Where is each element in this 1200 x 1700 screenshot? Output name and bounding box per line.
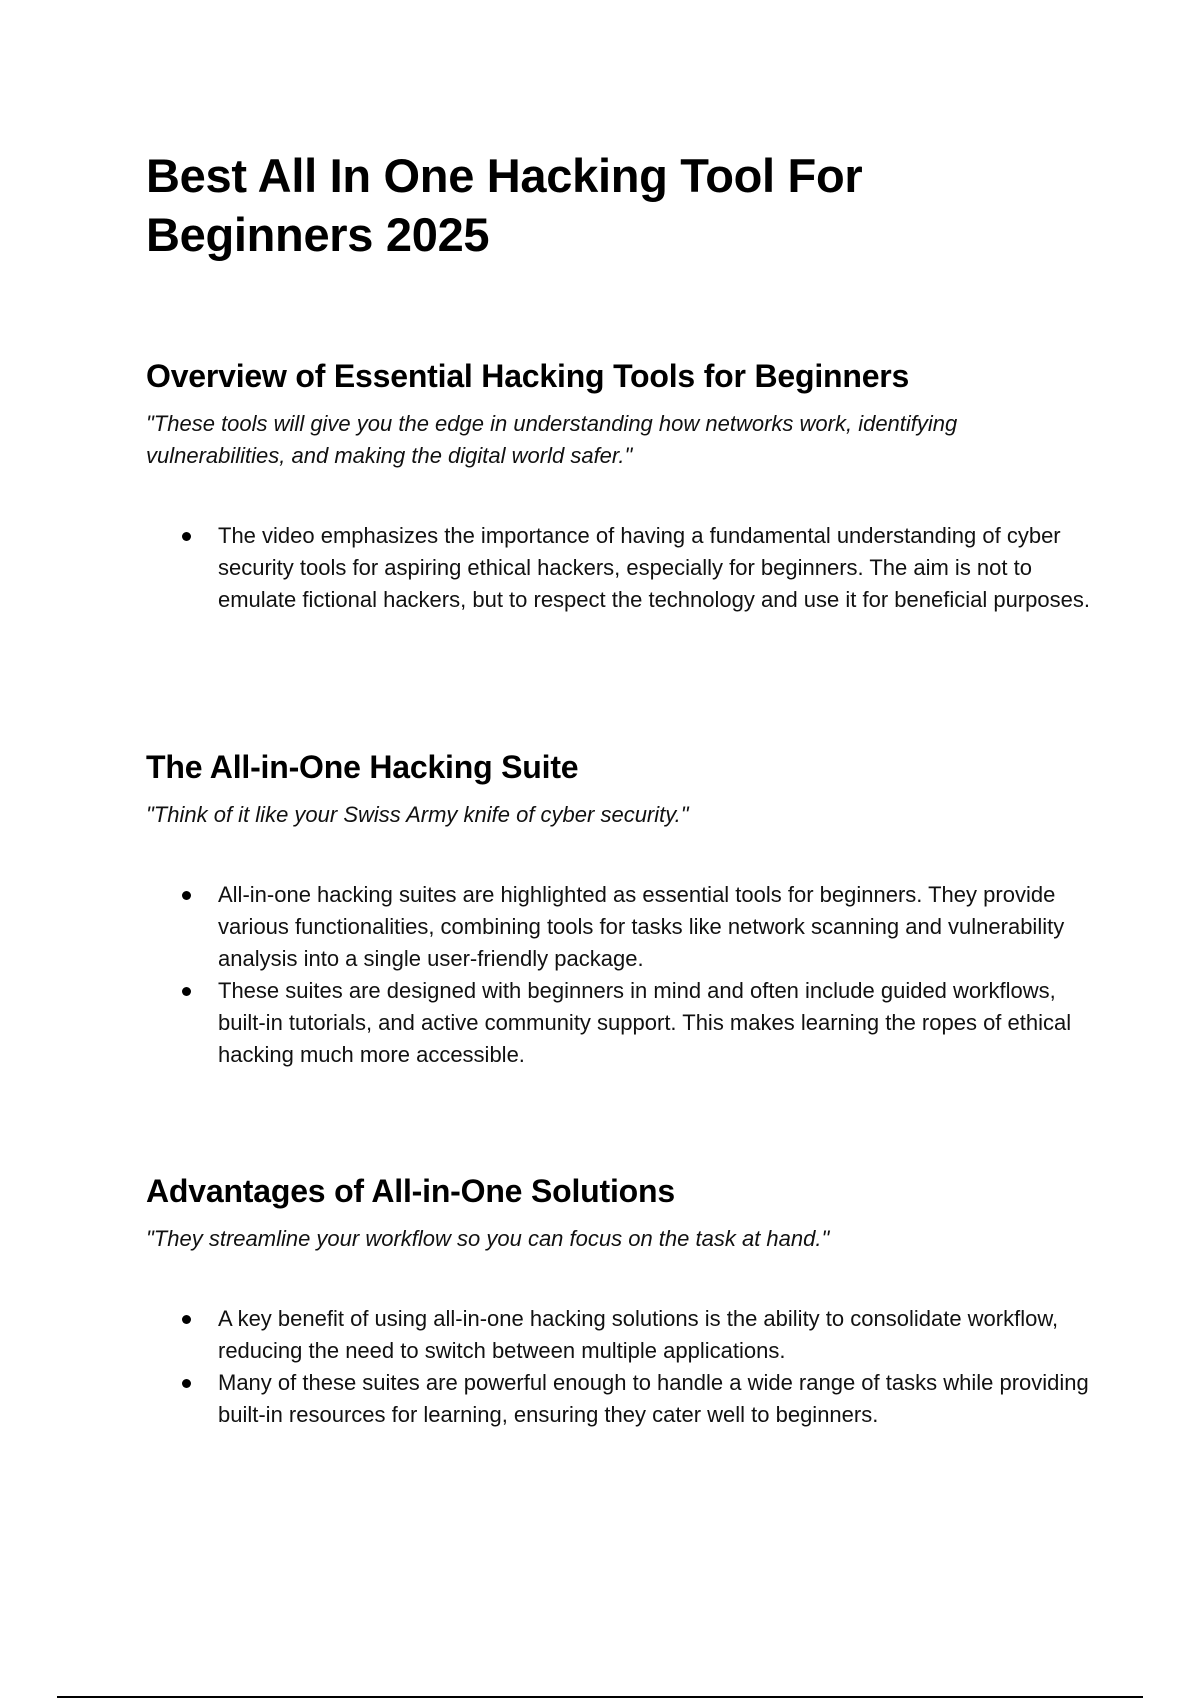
bullet-icon [182, 987, 191, 996]
list-item-text: These suites are designed with beginners in mind and often include guided workflows, built-in tutorials, and active community support. This makes learning the ropes of ethical hacking much more accessible. [218, 978, 1072, 1067]
bullet-icon [182, 1315, 191, 1324]
bullet-list [146, 1303, 1096, 1431]
list-item [146, 520, 1096, 616]
list-item-text: Many of these suites are powerful enough to handle a wide range of tasks while providing built-in resources for learning, ensuring they cater well to beginners. [218, 1370, 1089, 1427]
bullet-list [146, 520, 1096, 616]
bullet-list [146, 879, 1096, 1071]
bullet-icon [182, 1379, 191, 1388]
section-heading: The All-in-One Hacking Suite [146, 749, 579, 785]
list-item [146, 975, 1096, 1071]
list-item [146, 879, 1096, 975]
section-quote: "They streamline your workflow so you can focus on the task at hand." [146, 1226, 830, 1251]
bullet-icon [182, 891, 191, 900]
section-quote: "Think of it like your Swiss Army knife of cyber security." [146, 802, 689, 827]
page-bottom-divider [57, 1696, 1143, 1698]
list-item [146, 1367, 1096, 1431]
list-item-text: The video emphasizes the importance of having a fundamental understanding of cyber security tools for aspiring ethical hackers, especially for beginners. The aim is not to emulate fictional hackers, but to respect the technology and use it for beneficial purposes. [218, 523, 1090, 612]
page-title: Best All In One Hacking Tool For Beginners 2025 [146, 149, 863, 261]
section-heading: Advantages of All-in-One Solutions [146, 1173, 675, 1209]
list-item-text: A key benefit of using all-in-one hacking solutions is the ability to consolidate workflow, reducing the need to switch between multiple applications. [218, 1306, 1059, 1363]
section-all-in-one-suite [146, 747, 1096, 1071]
section-quote: "These tools will give you the edge in understanding how networks work, identifying vulnerabilities, and making the digital world safer." [146, 411, 958, 468]
section-overview [146, 356, 1096, 616]
list-item [146, 1303, 1096, 1367]
section-heading: Overview of Essential Hacking Tools for Beginners [146, 358, 910, 394]
list-item-text: All-in-one hacking suites are highlighted as essential tools for beginners. They provide various functionalities, combining tools for tasks like network scanning and vulnerability analysis into a single user-friendly package. [218, 882, 1065, 971]
bullet-icon [182, 532, 191, 541]
section-advantages [146, 1171, 1096, 1431]
